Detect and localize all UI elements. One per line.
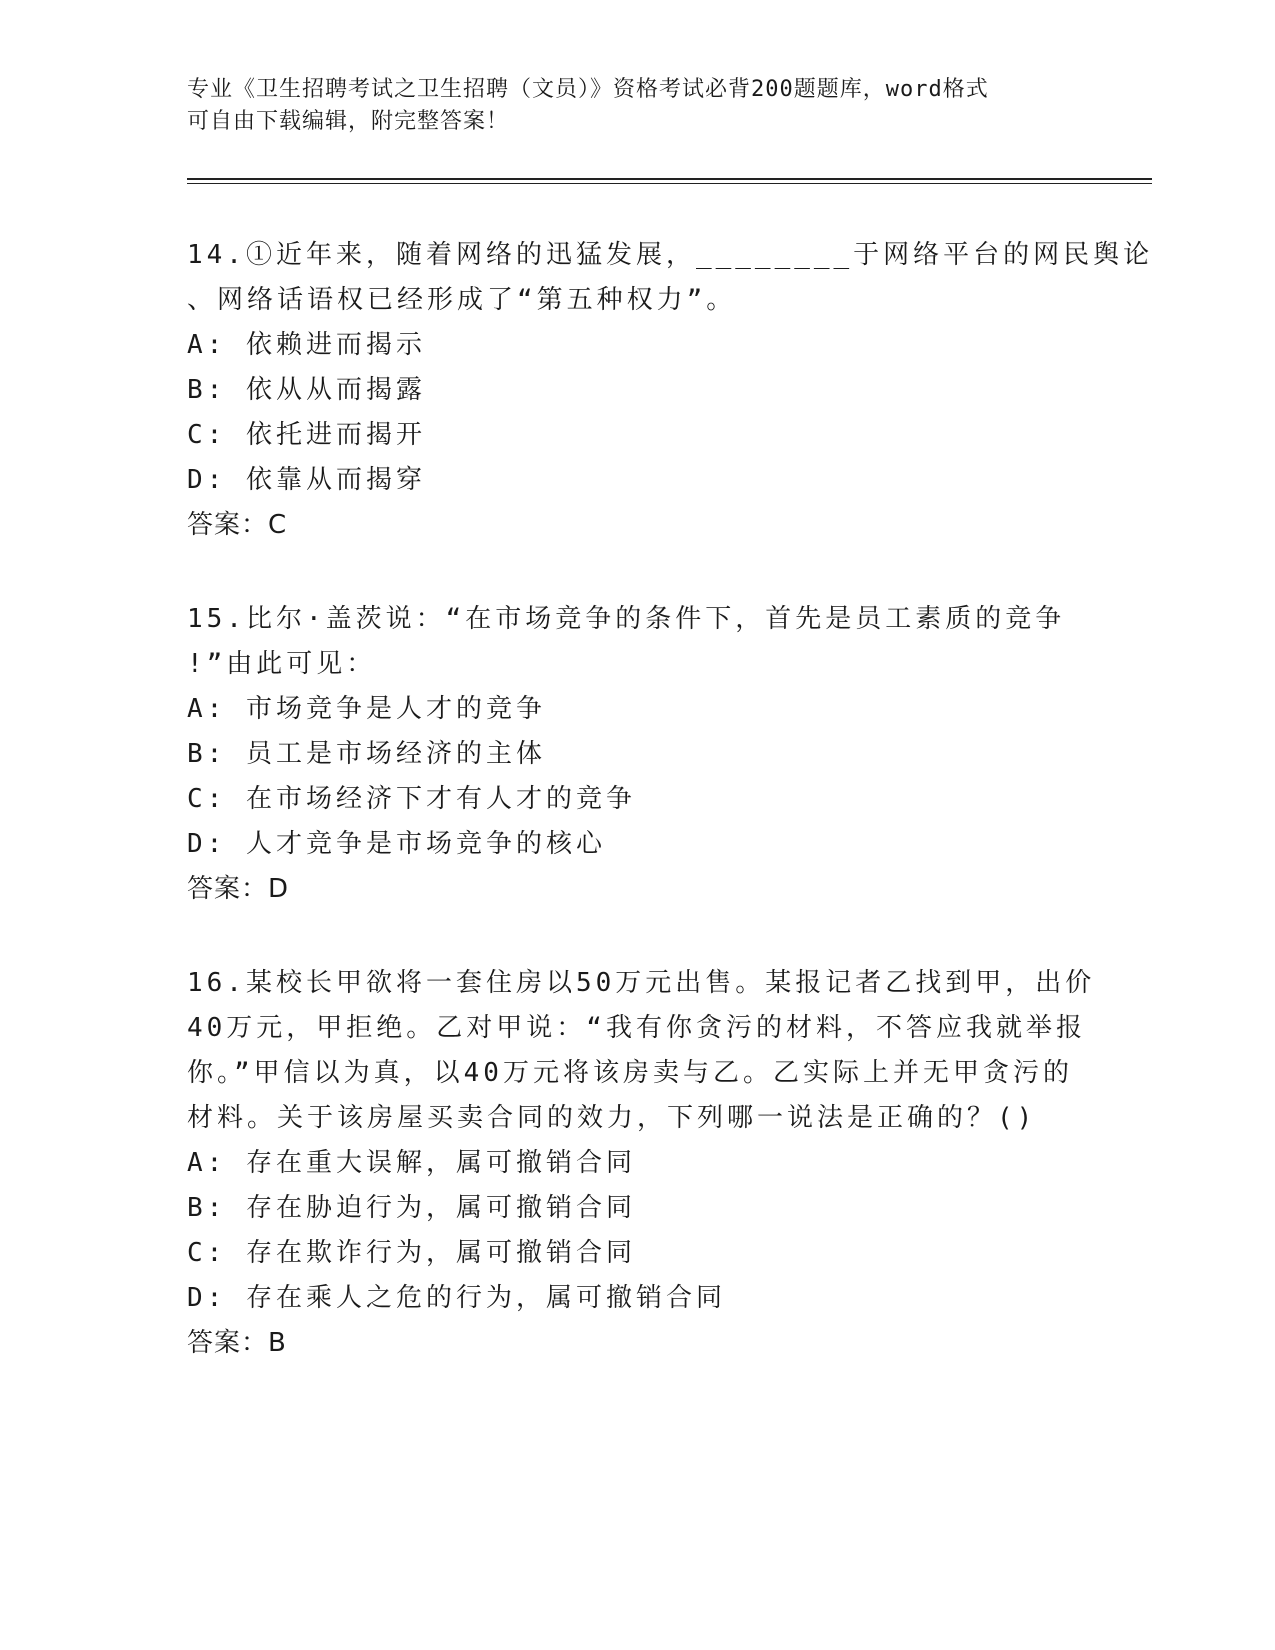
- answer: 答案：D: [187, 874, 290, 904]
- answer: 答案：C: [187, 510, 288, 540]
- document-header: [187, 74, 1087, 138]
- question-stem-line: 你。”甲信以为真，以40万元将该房卖与乙。乙实际上并无甲贪污的: [187, 1058, 1073, 1088]
- option-b: B: 员工是市场经济的主体: [187, 739, 546, 769]
- option-a: A: 存在重大误解，属可撤销合同: [187, 1148, 636, 1178]
- option-d: D: 人才竞争是市场竞争的核心: [187, 829, 606, 859]
- option-c: C: 存在欺诈行为，属可撤销合同: [187, 1238, 636, 1268]
- option-b: B: 依从从而揭露: [187, 375, 426, 405]
- option-c: C: 在市场经济下才有人才的竞争: [187, 784, 636, 814]
- question-stem-line: 16.某校长甲欲将一套住房以50万元出售。某报记者乙找到甲，出价: [187, 968, 1096, 998]
- question-stem-line: 、网络话语权已经形成了“第五种权力”。: [187, 285, 737, 315]
- header-divider-thin: [187, 183, 1152, 184]
- answer: 答案：B: [187, 1328, 287, 1358]
- header-line-2: 可自由下载编辑，附完整答案！: [187, 109, 510, 134]
- option-d: D: 存在乘人之危的行为，属可撤销合同: [187, 1283, 726, 1313]
- question-stem-line: 14.①近年来，随着网络的迅猛发展，________于网络平台的网民舆论: [187, 240, 1154, 270]
- header-line-1: 专业《卫生招聘考试之卫生招聘（文员）》资格考试必背200题题库，word格式: [187, 77, 989, 102]
- question-16: [187, 961, 1096, 1366]
- header-divider: [187, 178, 1152, 180]
- question-14: [187, 233, 1154, 548]
- option-d: D: 依靠从而揭穿: [187, 465, 426, 495]
- option-c: C: 依托进而揭开: [187, 420, 426, 450]
- question-stem-line: 材料。关于该房屋买卖合同的效力，下列哪一说法是正确的？(): [187, 1103, 1037, 1133]
- option-b: B: 存在胁迫行为，属可撤销合同: [187, 1193, 636, 1223]
- question-stem-line: !”由此可见：: [187, 649, 377, 679]
- question-stem-line: 15.比尔·盖茨说：“在市场竞争的条件下，首先是员工素质的竞争: [187, 604, 1066, 634]
- question-stem-line: 40万元，甲拒绝。乙对甲说：“我有你贪污的材料，不答应我就举报: [187, 1013, 1086, 1043]
- option-a: A: 依赖进而揭示: [187, 330, 426, 360]
- question-15: [187, 597, 1087, 912]
- option-a: A: 市场竞争是人才的竞争: [187, 694, 546, 724]
